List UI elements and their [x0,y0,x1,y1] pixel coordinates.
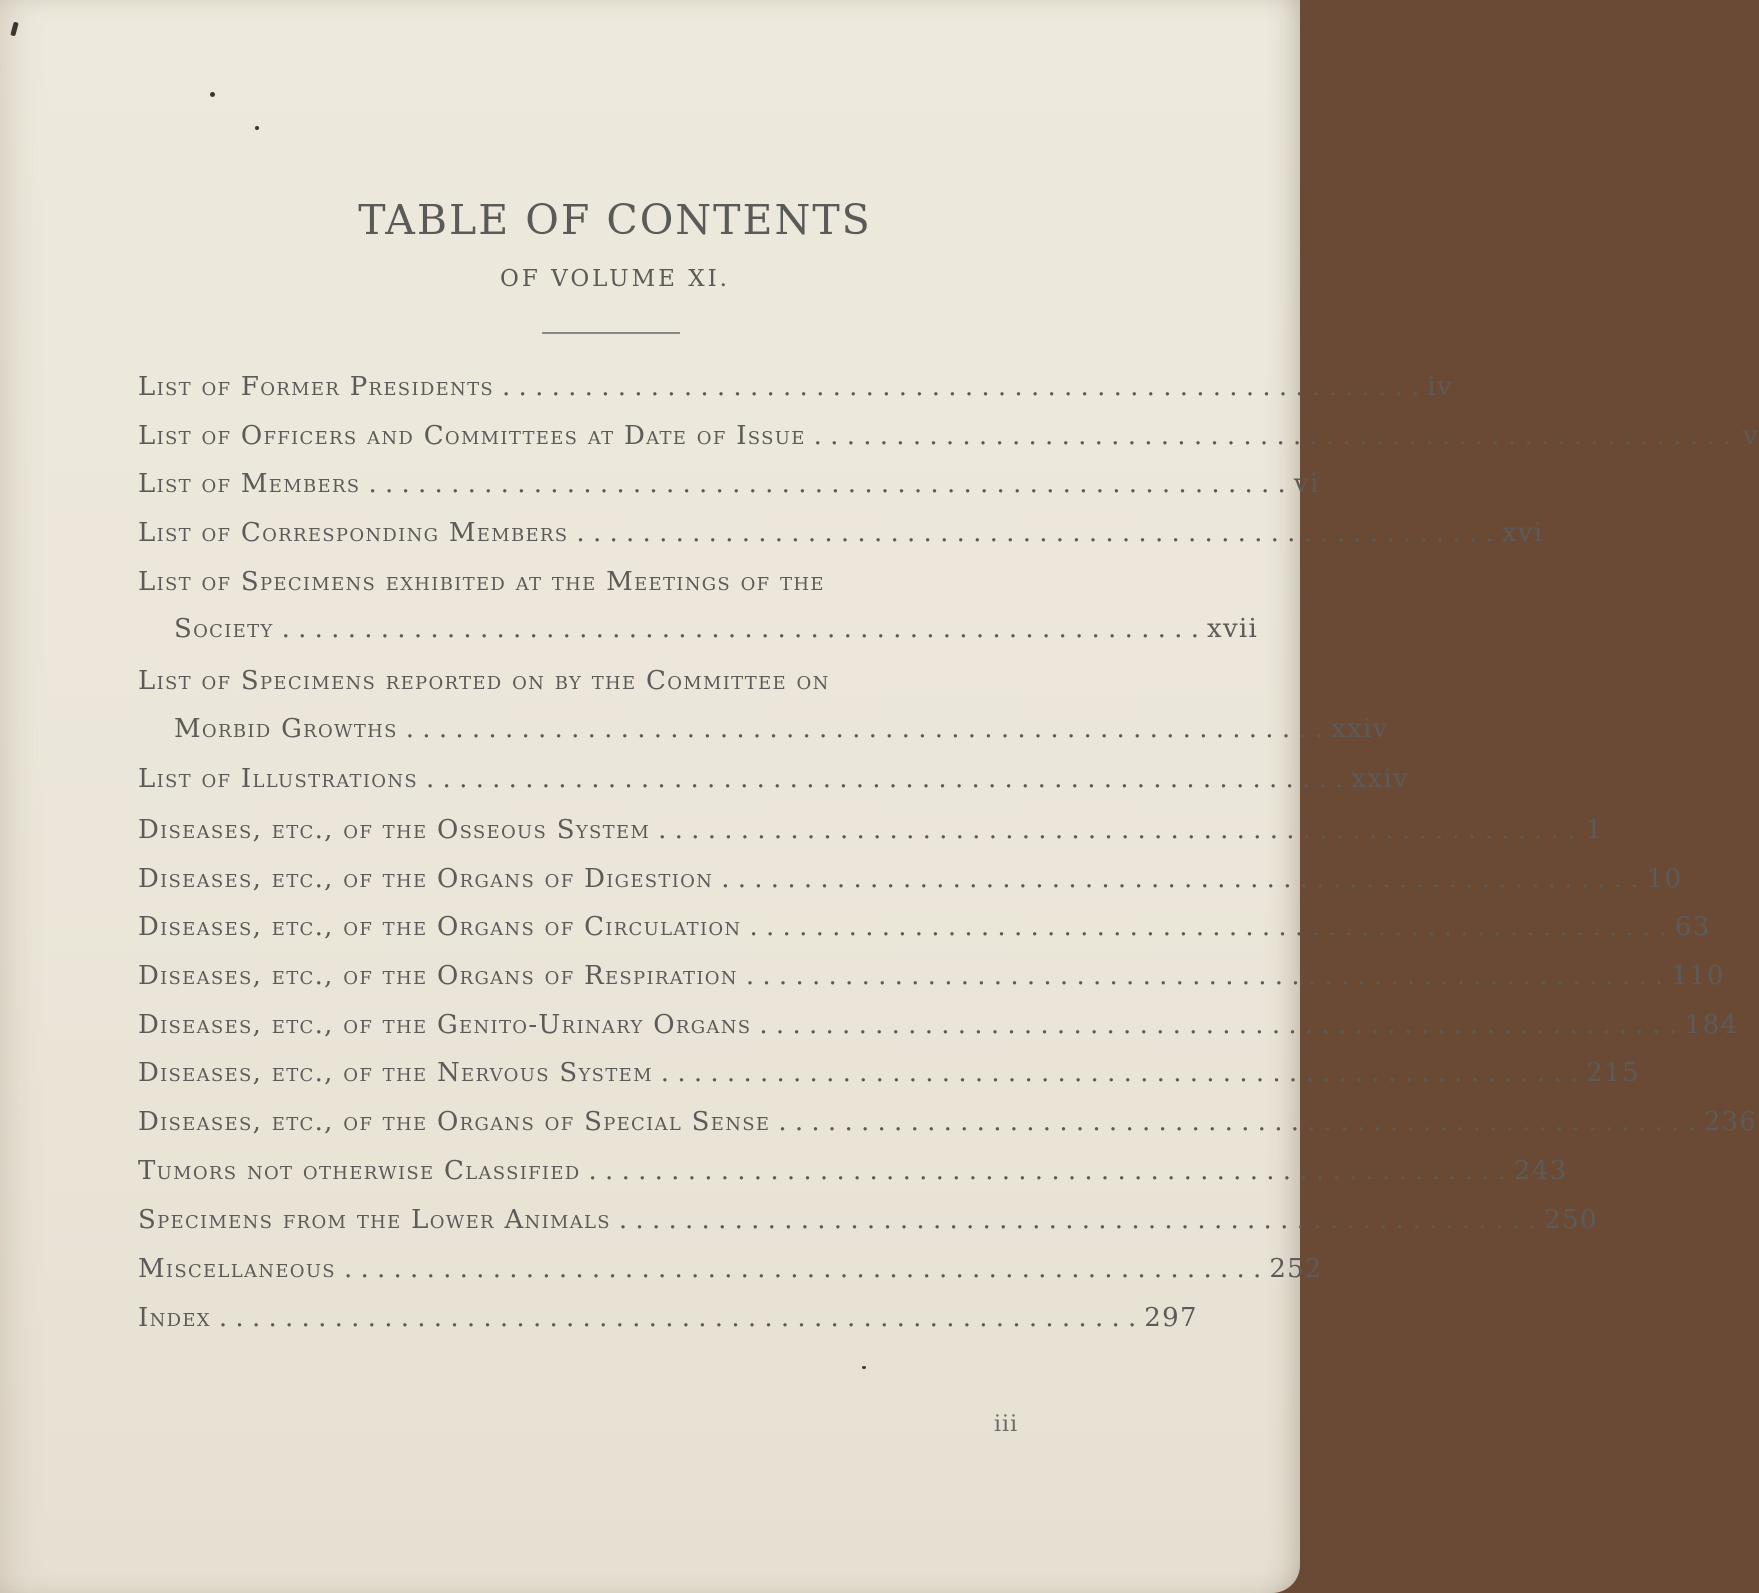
dot-leader: . . . . . . . . . . . . . . . . . . . . . . . . . . . . . . . . . . . . . . . . . . . . . . . . . . . . . . . . [745,961,1664,991]
dot-leader: . . . . . . . . . . . . . . . . . . . . . . . . . . . . . . . . . . . . . . . . . . . . . . . . . . . . . . . . [426,764,1344,794]
dot-leader: . . . . . . . . . . . . . . . . . . . . . . . . . . . . . . . . . . . . . . . . . . . . . . . . . . . . . . . . [405,714,1324,744]
toc-entry-label: List of Corresponding Members [138,518,569,548]
toc-entry-page: xvi [1501,518,1544,548]
dot-leader: . . . . . . . . . . . . . . . . . . . . . . . . . . . . . . . . . . . . . . . . . . . . . . . . . . . . . . . . [576,518,1494,548]
toc-entry-page: vi [1293,469,1320,499]
toc-entry-label: Diseases, etc., of the Organs of Digestion [138,864,714,894]
page-title: TABLE OF CONTENTS [358,196,872,244]
dot-leader: . . . . . . . . . . . . . . . . . . . . . . . . . . . . . . . . . . . . . . . . . . . . . . . . . . . . . . . . [618,1205,1537,1235]
toc-entry [138,961,1725,1001]
toc-entry-label: Miscellaneous [138,1254,336,1284]
toc-entry-label: Society [174,614,274,644]
toc-entry-page: 10 [1646,864,1683,894]
toc-entry [138,1107,1758,1147]
dot-leader: . . . . . . . . . . . . . . . . . . . . . . . . . . . . . . . . . . . . . . . . . . . . . . . . . . . . . . . . [660,1058,1579,1088]
toc-entry-page: 297 [1144,1303,1198,1333]
toc-entry-page: 110 [1671,961,1725,991]
toc-entry-label: Morbid Growths [174,714,398,744]
toc-entry-label: List of Illustrations [138,764,419,794]
toc-entry-label: List of Specimens exhibited at the Meetings of the [138,567,825,597]
page-subtitle: OF VOLUME XI. [499,266,730,292]
toc-entry-page: 243 [1513,1156,1568,1186]
toc-entry-page: 252 [1269,1254,1323,1284]
toc-entry-page: 63 [1674,912,1711,942]
toc-entry-label: List of Members [138,469,361,499]
toc-entry [138,469,1320,509]
toc-entry [138,1303,1198,1343]
toc-entry [138,1205,1598,1245]
toc-entry [138,1254,1323,1294]
toc-entry-page: 1 [1585,815,1604,845]
toc-entry-label: Diseases, etc., of the Organs of Circulation [138,912,742,942]
dot-leader: . . . . . . . . . . . . . . . . . . . . . . . . . . . . . . . . . . . . . . . . . . . . . . . . . . . . . . . . [813,421,1732,451]
toc-entry [138,518,1544,558]
toc-entry [138,815,1604,855]
toc-entry-label: Tumors not otherwise Classified [138,1156,581,1186]
toc-entry [138,421,1759,461]
dot-leader: . . . . . . . . . . . . . . . . . . . . . . . . . . . . . . . . . . . . . . . . . . . . . . . . . . . . . . . . [502,372,1420,402]
dot-leader: . . . . . . . . . . . . . . . . . . . . . . . . . . . . . . . . . . . . . . . . . . . . . . . . . . . . . . . . [658,815,1576,845]
toc-entry [174,614,1259,654]
toc-entry [174,714,1389,754]
toc-entry-label: List of Former Presidents [138,372,495,402]
toc-entry [138,1010,1739,1050]
toc-entry [138,1058,1640,1098]
dot-leader: . . . . . . . . . . . . . . . . . . . . . . . . . . . . . . . . . . . . . . . . . . . . . . . . . . . . . . . . [588,1156,1506,1186]
toc-entry-page: xxiv [1351,764,1409,794]
toc-entry-page: 236 [1703,1107,1758,1137]
toc-entry-page: iv [1427,372,1454,402]
toc-entry-page: 184 [1684,1010,1739,1040]
toc-entry-page: 215 [1586,1058,1640,1088]
toc-entry-label: Diseases, etc., of the Organs of Special Sense [138,1107,771,1137]
toc-entry-label: Specimens from the Lower Animals [138,1205,611,1235]
toc-entry [138,864,1683,904]
dot-leader: . . . . . . . . . . . . . . . . . . . . . . . . . . . . . . . . . . . . . . . . . . . . . . . . . . . . . . . . [721,864,1639,894]
toc-entry [138,666,1088,706]
dot-leader: . . . . . . . . . . . . . . . . . . . . . . . . . . . . . . . . . . . . . . . . . . . . . . . . . . . . . . . . [759,1010,1677,1040]
toc-entry-page: 250 [1544,1205,1598,1235]
dot-leader: . . . . . . . . . . . . . . . . . . . . . . . . . . . . . . . . . . . . . . . . . . . . . . . . . . . . . . . . [281,614,1199,644]
toc-entry-label: Diseases, etc., of the Organs of Respiration [138,961,738,991]
toc-entry-label: Diseases, etc., of the Nervous System [138,1058,653,1088]
toc-entry-label: List of Specimens reported on by the Committee on [138,666,830,696]
toc-entry [138,912,1711,952]
toc-entry-page: xxiv [1331,714,1389,744]
toc-entry-label: Diseases, etc., of the Osseous System [138,815,651,845]
toc-entry-label: Index [138,1303,211,1333]
toc-entry-page: v [1743,421,1759,451]
page-number: iii [994,1412,1019,1437]
toc-entry [138,1156,1568,1196]
dot-leader: . . . . . . . . . . . . . . . . . . . . . . . . . . . . . . . . . . . . . . . . . . . . . . . . . . . . . . . . [778,1107,1696,1137]
toc-entry-label: Diseases, etc., of the Genito-Urinary Organs [138,1010,752,1040]
toc-entry [138,372,1454,412]
toc-entry-label: List of Officers and Committees at Date of Issue [138,421,806,451]
dot-leader: . . . . . . . . . . . . . . . . . . . . . . . . . . . . . . . . . . . . . . . . . . . . . . . . . . . . . . . . [368,469,1286,499]
dot-leader: . . . . . . . . . . . . . . . . . . . . . . . . . . . . . . . . . . . . . . . . . . . . . . . . . . . . . . . . [218,1303,1137,1333]
toc-entry [138,764,1409,804]
toc-entry-page: xvii [1206,614,1259,644]
dot-leader: . . . . . . . . . . . . . . . . . . . . . . . . . . . . . . . . . . . . . . . . . . . . . . . . . . . . . . . . [749,912,1667,942]
dot-leader: . . . . . . . . . . . . . . . . . . . . . . . . . . . . . . . . . . . . . . . . . . . . . . . . . . . . . . . . [343,1254,1262,1284]
toc-entry [138,567,1088,607]
